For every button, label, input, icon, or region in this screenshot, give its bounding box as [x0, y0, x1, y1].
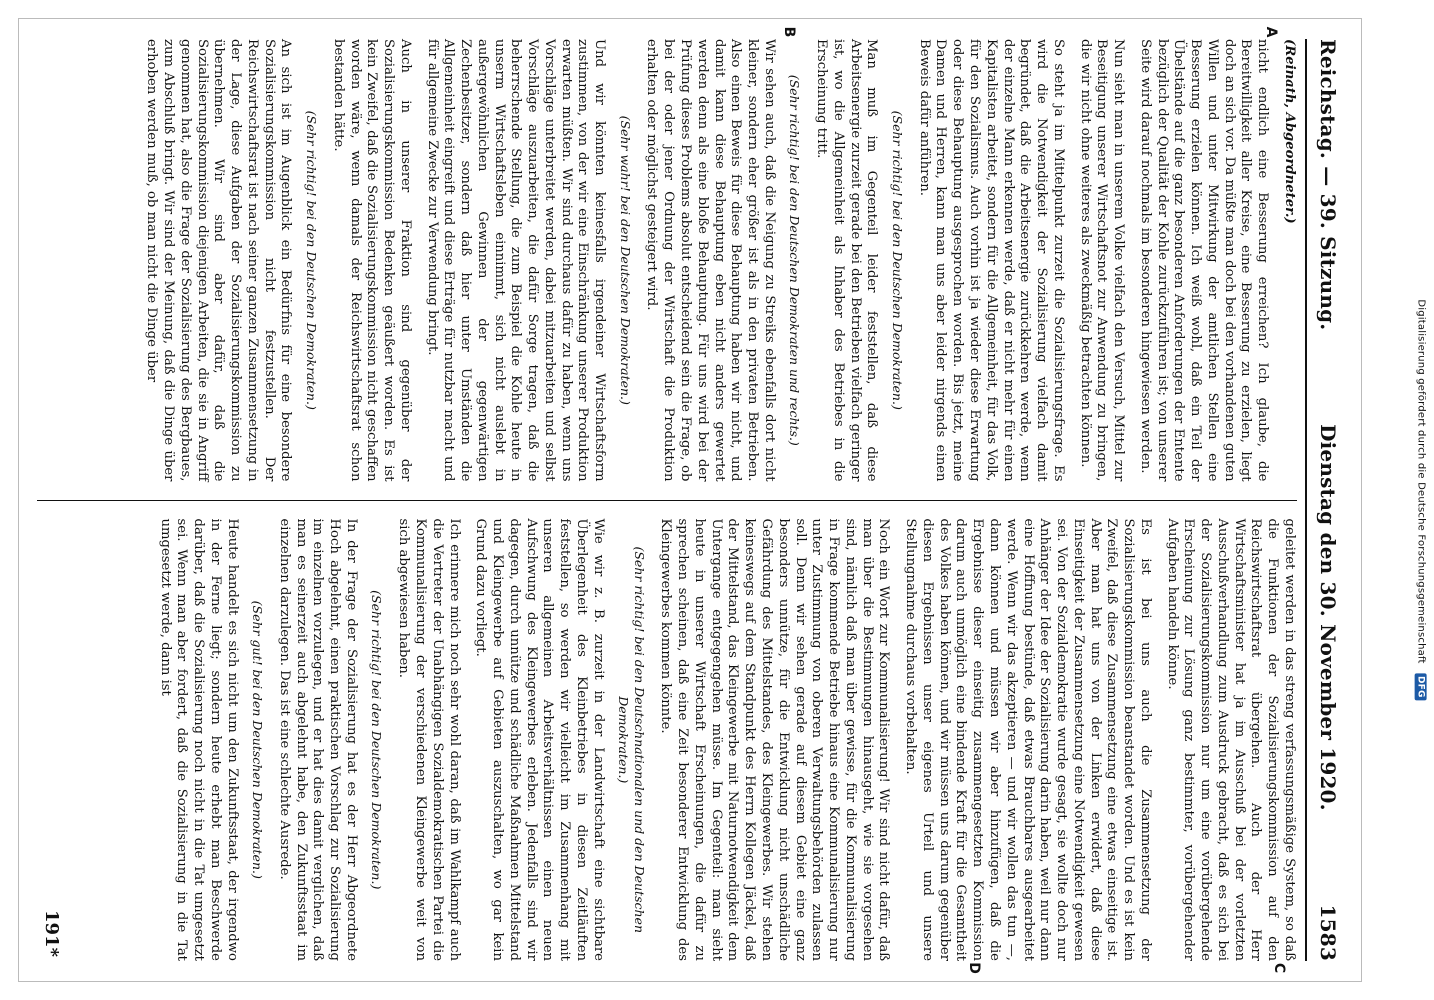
left-paragraph-11: (Sehr richtig! bei den Deutschen Demokraten.) [303, 110, 319, 410]
right-paragraph-8: (Sehr gut! bei den Deutschen Demokraten.) [250, 600, 266, 879]
left-paragraph-3: So steht ja im Mittelpunkt zurzeit die Sozialisierungsfrage. Es wird die Notwendigkeit der Sozialisierung vielfach damit begründet, daß die Arbeitsenergie zurückkehren werde, wenn der einzelne Mann erkennen werde, daß er nicht mehr für einen Kapitalisten arbeitet, sondern für die Allgemeinheit, für das Volk, für den Sozialismus. Auch vorhin ist ja wieder diese Erwartung oder diese Behauptung ausgesprochen worden. Bis jetzt, meine Damen und Herren, kann man uns aber leider nirgends einen Beweis dafür anführen. [916, 39, 1066, 482]
right-paragraph-2: Noch ein Wort zur Kommunalisierung! Wir sind nicht dafür, daß man über die Bestimmungen hinausgeht, wie sie vorgesehen sind, nämlich daß man über gewisse, für die Kommunalisierung in Frage kommende Betriebe hinaus eine Kommunalisierung nur unter Zustimmung von oberen Verwaltungsbehörden zulassen soll. Denn wir sehen gerade auf diesem Gebiet eine ganz besonders unnütze, für die Entwicklung nicht unschädliche Gefährdung des Mittelstandes, des Kleingewerbes. Wir stehen keineswegs auf dem Standpunkt des Herrn Kollegen Jäckel, daß der Mittelstand, das Kleingewerbe mit Naturnotwendigkeit dem Untergange entgegengehen müsse. Im Gegenteil: man sieht heute in unserer Wirtschaft Erscheinungen, die dafür zu sprechen scheinen, daß eine Zeit besonderer Entwicklung des Kleingewerbes kommen könnte. [658, 518, 892, 961]
two-column-content [37, 26, 1297, 974]
left-paragraph-7: Wir sehen auch, daß die Neigung zu Streiks ebenfalls dort nicht kleiner, sondern eher größer ist als in den privaten Betrieben. Also einen Beweis für diese Behauptung haben wir nicht, und damit kann diese Behauptung eben nicht anders gewertet werden denn als eine bloße Behauptung. Für uns wird bei der Prüfung dieses Problems absolut entscheidend sein die Frage, ob bei der oder jener Ordnung der Wirtschaft die Produktion erhalten oder möglichst gesteigert wird. [644, 39, 777, 482]
left-paragraph-0: (Reinath, Abgeordneter.) [1282, 39, 1297, 224]
right-column-body [156, 519, 1297, 962]
left-column-body [143, 39, 1297, 482]
document-sheet [18, 18, 1362, 982]
header-center: Dienstag den 30. November 1920. [1316, 424, 1340, 811]
left-paragraph-1: nicht endlich eine Besserung erreichen? Ich glaube, die Bereitwilligkeit aller Kreise, eine Besserung zu erzielen, liegt doch an sich vor. Da müßte man doch bei den vorhandenen guten Willen und unter Mitwirkung der amtlichen Stellen eine Besserung erzielen können. Ich weiß wohl, daß ein Teil der Übelstände auf die ganz besonderen Anforderungen der Entente bezüglich der Qualität der Kohle zurückzuführen ist; von unserer Seite wird darauf nochmals im besonderen hingewiesen werden. [1137, 39, 1271, 482]
left-paragraph-4: (Sehr richtig! bei den Deutschen Demokraten.) [889, 110, 905, 410]
right-paragraph-3: (Sehr richtig! bei den Deutschnationalen und den Deutschen Demokraten.) [616, 546, 647, 933]
margin-marker-c: C [1271, 962, 1287, 974]
header-left: Reichstag. — 39. Sitzung. [1316, 39, 1340, 331]
margin-marker-b: B [781, 26, 797, 38]
left-paragraph-10: Auch in unserer Fraktion sind gegenüber der Sozialisierungskommission Bedenken geäußert worden. Es ist kein Zweifel, daß die Sozialisierungskommission nicht geschaffen worden wäre, wenn damals der Reichswirtschaftsrat schon bestanden hätte. [330, 39, 413, 482]
dfg-badge: DFG [1415, 673, 1427, 701]
column-divider [37, 500, 1297, 501]
left-paragraph-12: An sich ist im Augenblick ein Bedürfnis für eine besondere Sozialisierungskommission nicht festzustellen. Der Reichswirtschaftsrat ist nach seiner ganzen Zusammensetzung in der Lage, diese Aufgaben der Sozialisierungskommission zu übernehmen. Wir sind aber dafür, daß die Sozialisierungskommission diejenigen Arbeiten, die sie in Angriff genommen hat, also die Frage der Sozialisierung des Bergbaues, zum Abschluß bringt. Wir sind der Meinung, daß die Dinge über erhoben werden muß, ob man nicht die Dinge über [144, 39, 294, 482]
right-paragraph-5: Ich erinnere mich noch sehr wohl daran, daß im Wahlkampf auch die Vertreter der Unabhängigen Sozialdemokratischen Partei die Kommunalisierung der verschiedenen Kleingewerbe weit von sich abgewiesen haben. [396, 518, 462, 961]
right-paragraph-9: Heute handelt es sich nicht um den Zukunftsstaat, der irgendwo in der Ferne liegt; sondern heute erhebt man Beschwerde darüber, daß die Sozialisierung noch nicht in die Tat umgesetzt sei. Wenn man aber fordert, daß die Sozialisierung in die Tat umgesetzt werde, dann ist [157, 518, 240, 961]
left-paragraph-6: (Sehr richtig! bei den Deutschen Demokraten und rechts.) [787, 74, 803, 446]
right-paragraph-1: Es ist bei uns auch die Zusammensetzung der Sozialisierungskommission beanstandet worden. Und es ist kein Zweifel, daß diese Zusammensetzung eine etwas einseitige ist. Aber man hat uns von der Linken erwidert, daß diese Einseitigkeit der Zusammensetzung eine Notwendigkeit gewesen sei. Von der Sozialdemokratie wurde gesagt, sie wollte doch nur Anhänger der Idee der Sozialisierung darin haben, weil nur dann eine Hoffnung bestünde, daß etwas Brauchbares ausgearbeitet werde. Wenn wir das akzeptieren — und wir wollen das tun —, dann können und müssen wir aber hinzufügen, daß die Ergebnisse dieser einseitig zusammengesetzten Kommission darum auch unmöglich eine bindende Kraft für die Gesamtheit des Volkes haben können, und wir müssen uns darum gegenüber diesen Ergebnissen unser eigenes Urteil und unsere Stellungnahme durchaus vorbehalten. [903, 518, 1153, 961]
margin-marker-a: A [1263, 26, 1279, 38]
digitalization-note-label: Digitalisierung gefördert durch die Deutsche Forschungsgemeinschaft [1416, 299, 1427, 664]
left-paragraph-9: Und wir könnten keinesfalls irgendeiner Wirtschaftsform zustimmen, von der wir eine Einschränkung unserer Produktion erwarten müßten. Wir sind durchaus dafür zu haben, wenn uns Vorschläge unterbreitet werden, dabei mitzuarbeiten und selbst Vorschläge auszuarbeiten, die dafür Sorge tragen, daß die beherrschende Stellung, die zum Beispiel die Kohle heute in unserm Wirtschaftsleben einnimmt, sich nicht auslebt in außergewöhnlichen Gewinnen der gegenwärtigen Zechenbesitzer, sondern daß hier unter Umständen die Allgemeinheit eingreift und diese Erträge für nutzbar macht und für allgemeine Zwecke zur Verwendung bringt. [424, 39, 608, 482]
digitalization-note [1412, 10, 1430, 990]
page-header [1305, 39, 1349, 961]
footer-signature: 191* [41, 910, 62, 957]
left-paragraph-5: Man muß im Gegenteil leider feststellen, daß diese Arbeitsenergie zurzeit gerade bei den Betrieben vielfach geringer ist, wo die Allgemeinheit als Inhaber des Betriebes in die Erscheinung tritt. [814, 39, 880, 482]
header-page-number: 1583 [1316, 904, 1340, 961]
digitalization-note-text [1415, 299, 1427, 700]
left-paragraph-8: (Sehr wahr! bei den Deutschen Demokraten.) [617, 115, 633, 405]
left-paragraph-2: Nun sieht man in unserem Volke vielfach den Versuch, Mittel zur Beseitigung unserer Wirtschaftsnot zur Anwendung zu bringen, die wir nicht ohne weiteres als zweckmäßig betrachten können. [1077, 39, 1127, 482]
margin-marker-d: D [966, 962, 982, 974]
right-paragraph-6: (Sehr richtig! bei den Deutschen Demokraten.) [369, 590, 385, 890]
right-paragraph-4: Wie wir z. B. zurzeit in der Landwirtschaft eine sichtbare Überlegenheit des Kleinbetriebes in diesen Zeitläuften feststellen, so werden wir vielleicht im Zusammenhang mit unseren allgemeinen Arbeitsverhältnissen einen neuen Aufschwung des Kleingewerbes erleben. Jedenfalls sind wir dagegen, durch unnütze und schädliche Maßnahmen Mittelstand und Kleingewerbe auf Gebieten auszuschalten, wo gar kein Grund dazu vorliegt. [473, 518, 606, 961]
right-paragraph-7: In der Frage der Sozialisierung hat es der Herr Abgeordnete Hoch abgelehnt, einen praktischen Vorschlag zur Sozialisierung im einzelnen vorzulegen, und er hat dies damit verglichen, daß man es seinerzeit auch abgelehnt habe, den Zukunftsstaat im einzelnen darzulegen. Das ist eine schlechte Ausrede. [276, 518, 359, 961]
right-paragraph-0: geleitet werden in das streng verfassungsmäßige System, so daß die Funktionen der Sozialisierungskommission auf den Reichswirtschaftsrat übergehen. Auch der Herr Wirtschaftsminister hat ja im Ausschuß bei der vorletzten Ausschußverhandlung zum Ausdruck gebracht, daß es sich bei der Sozialisierungskommission nur um eine vorübergehende Erscheinung zur Lösung ganz bestimmter, vorübergehender Aufgaben handeln könne. [1164, 518, 1297, 961]
right-column [37, 518, 1297, 974]
left-column [37, 26, 1297, 482]
